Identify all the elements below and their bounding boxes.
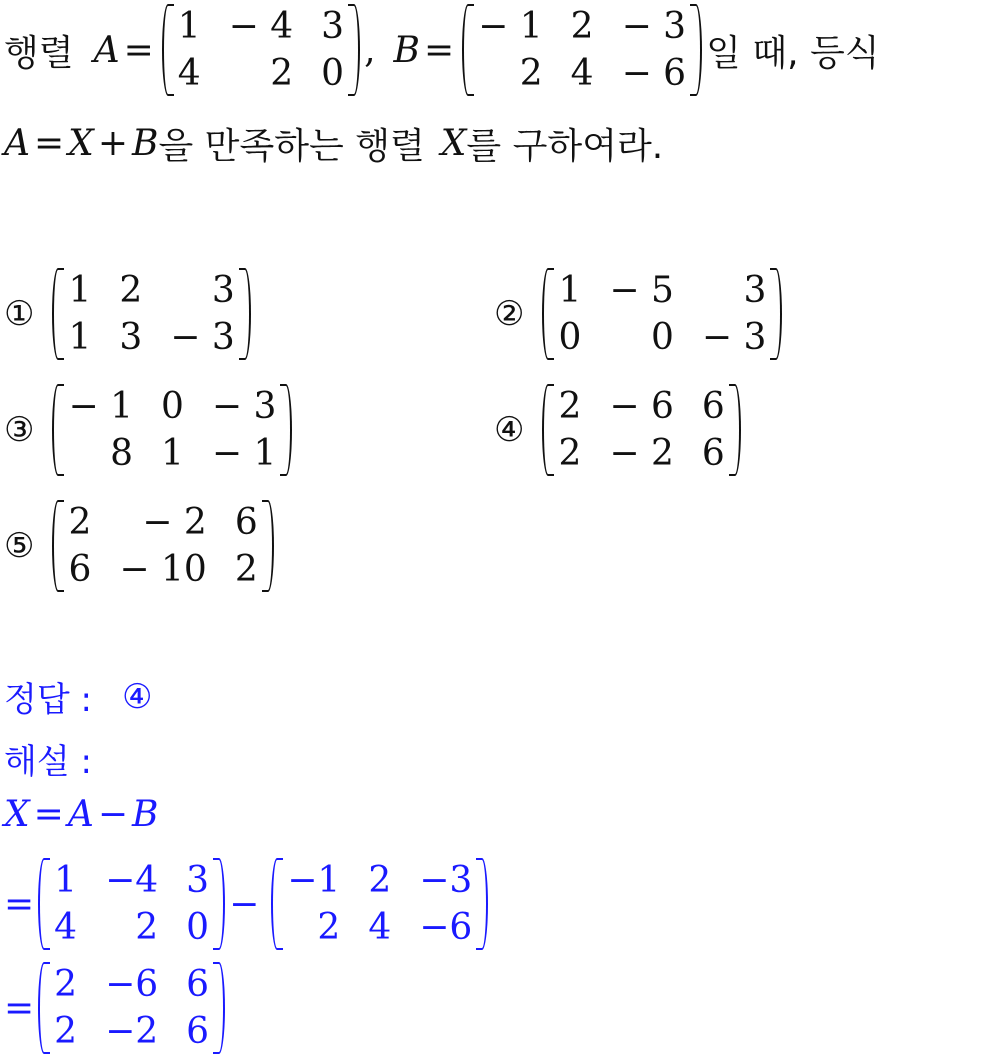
- matrix-cell-1-1: 2: [270, 53, 294, 94]
- choice-1[interactable]: [4, 268, 255, 360]
- matrix-cell-0-2: 6: [234, 502, 258, 543]
- choice-matrix: [542, 384, 740, 476]
- choice-number: ⑤: [4, 526, 35, 566]
- matrix-cell-0-0: − 1: [478, 6, 543, 47]
- matrix-cell-1-0: 0: [558, 317, 582, 358]
- matrix-a-label: A: [93, 29, 120, 71]
- plus-sign: +: [97, 123, 128, 164]
- equals-sign-b: =: [423, 29, 455, 71]
- matrix-cell-1-1: 4: [570, 53, 594, 94]
- matrix-cell-1-2: 2: [234, 549, 258, 590]
- answer-label: 정답 :: [4, 680, 92, 720]
- sol-minus: −: [97, 794, 128, 835]
- sol-b: B: [131, 794, 159, 835]
- sol-matrix-b: [271, 858, 488, 950]
- solution-eq-3: [4, 962, 229, 1054]
- matrix-cell-1-0: 2: [317, 907, 341, 948]
- matrix-cell-0-0: 1: [558, 270, 582, 311]
- matrix-cell-0-0: − 1: [68, 386, 133, 427]
- sol-eq: =: [33, 794, 64, 835]
- choice-number: ③: [4, 410, 35, 450]
- matrix-cell-0-2: 3: [211, 270, 235, 311]
- matrix-cell-0-2: − 3: [621, 6, 687, 47]
- sol-eq2-sign: =: [4, 883, 35, 925]
- matrix-b-label: B: [393, 29, 420, 71]
- matrix-cell-0-0: 2: [558, 386, 582, 427]
- comma: ,: [364, 29, 376, 71]
- matrix-cell-1-0: 6: [68, 549, 92, 590]
- matrix-cell-1-2: −6: [419, 907, 473, 948]
- matrix-cell-0-2: 6: [186, 964, 210, 1005]
- matrix-cell-1-1: 0: [651, 317, 674, 358]
- sol-a: A: [67, 794, 94, 835]
- matrix-cell-1-0: 4: [177, 53, 201, 94]
- matrix-cell-0-1: −4: [105, 860, 159, 901]
- matrix-cell-1-0: 2: [519, 53, 543, 94]
- matrix-cell-1-2: − 1: [211, 433, 277, 474]
- matrix-cell-0-2: 6: [701, 386, 725, 427]
- question-line-2: [4, 118, 663, 169]
- matrix-cell-1-0: 2: [54, 1011, 78, 1052]
- matrix-cell-1-1: 3: [119, 317, 143, 358]
- matrix-cell-0-1: − 4: [228, 6, 294, 47]
- matrix-cell-1-1: 1: [161, 433, 184, 474]
- answer-value: ④: [121, 676, 153, 717]
- solution-eq-2: [4, 858, 492, 950]
- matrix-cell-1-2: − 6: [621, 53, 687, 94]
- matrix-cell-1-2: − 3: [170, 317, 235, 358]
- matrix-cell-1-0: 4: [54, 907, 78, 948]
- eq-x: X: [68, 123, 94, 164]
- matrix-cell-1-2: 6: [186, 1011, 210, 1052]
- choice-matrix: [542, 268, 782, 360]
- question-text-1: 을 만족하는 행렬: [158, 126, 425, 167]
- matrix-cell-0-0: −1: [287, 860, 341, 901]
- choice-4[interactable]: [494, 384, 745, 476]
- question-line-1: [4, 4, 880, 96]
- sol-eq2-minus: −: [229, 883, 260, 925]
- matrix-cell-1-2: 0: [186, 907, 210, 948]
- eq-x2: X: [440, 123, 467, 164]
- matrix-cell-1-1: − 10: [119, 549, 207, 590]
- matrix-cell-0-1: − 2: [142, 502, 207, 543]
- choice-matrix: [52, 268, 250, 360]
- equals-sign: =: [123, 29, 154, 71]
- matrix-cell-1-1: − 2: [609, 433, 674, 474]
- matrix-cell-0-2: −3: [419, 860, 473, 901]
- choice-3[interactable]: [4, 384, 296, 476]
- matrix-cell-0-0: 2: [68, 502, 92, 543]
- matrix-cell-0-1: − 6: [609, 386, 674, 427]
- matrix-cell-0-1: 2: [368, 860, 392, 901]
- matrix-cell-0-0: 1: [54, 860, 78, 901]
- matrix-cell-1-2: − 3: [701, 317, 767, 358]
- matrix-cell-1-0: 2: [558, 433, 582, 474]
- choice-matrix: [52, 384, 292, 476]
- answer-line: [4, 672, 152, 721]
- matrix-cell-1-0: 8: [110, 433, 133, 474]
- eq-sign: =: [34, 123, 65, 164]
- matrix-cell-1-2: 6: [701, 433, 725, 474]
- explain-label: 해설 :: [4, 742, 92, 782]
- matrix-b: [462, 4, 702, 96]
- choice-5[interactable]: [4, 500, 278, 592]
- matrix-cell-0-0: 1: [177, 6, 201, 47]
- question-suffix: 일 때, 등식: [706, 32, 880, 74]
- choice-number: ④: [494, 410, 525, 450]
- solution-eq-1: [4, 794, 158, 835]
- matrix-cell-1-1: 2: [135, 907, 159, 948]
- choice-number: ①: [4, 294, 35, 334]
- matrix-cell-0-0: 2: [54, 964, 78, 1005]
- choice-number: ②: [494, 294, 525, 334]
- matrix-cell-1-1: 4: [368, 907, 392, 948]
- matrix-cell-0-1: −6: [105, 964, 159, 1005]
- sol-eq3-sign: =: [4, 987, 35, 1029]
- matrix-cell-0-1: 2: [119, 270, 143, 311]
- eq-b: B: [131, 123, 159, 164]
- matrix-cell-1-1: −2: [105, 1011, 159, 1052]
- choice-matrix: [52, 500, 273, 592]
- sol-matrix-result: [38, 962, 225, 1054]
- matrix-cell-1-0: 1: [68, 317, 92, 358]
- matrix-cell-0-2: 3: [321, 6, 345, 47]
- sol-x: X: [4, 794, 30, 835]
- matrix-cell-0-1: 0: [161, 386, 184, 427]
- matrix-cell-0-2: − 3: [211, 386, 277, 427]
- matrix-cell-0-1: 2: [570, 6, 594, 47]
- matrix-a: [162, 4, 360, 96]
- choice-2[interactable]: [494, 268, 786, 360]
- sol-matrix-a: [38, 858, 225, 950]
- matrix-cell-0-2: 3: [743, 270, 767, 311]
- matrix-cell-1-2: 0: [321, 53, 345, 94]
- explain-label-line: [4, 734, 92, 783]
- matrix-cell-0-0: 1: [68, 270, 92, 311]
- matrix-cell-0-1: − 5: [609, 270, 674, 311]
- matrix-cell-0-2: 3: [186, 860, 210, 901]
- question-text-2: 를 구하여라.: [466, 126, 664, 167]
- eq-a: A: [4, 123, 30, 164]
- question-prefix: 행렬: [4, 32, 74, 74]
